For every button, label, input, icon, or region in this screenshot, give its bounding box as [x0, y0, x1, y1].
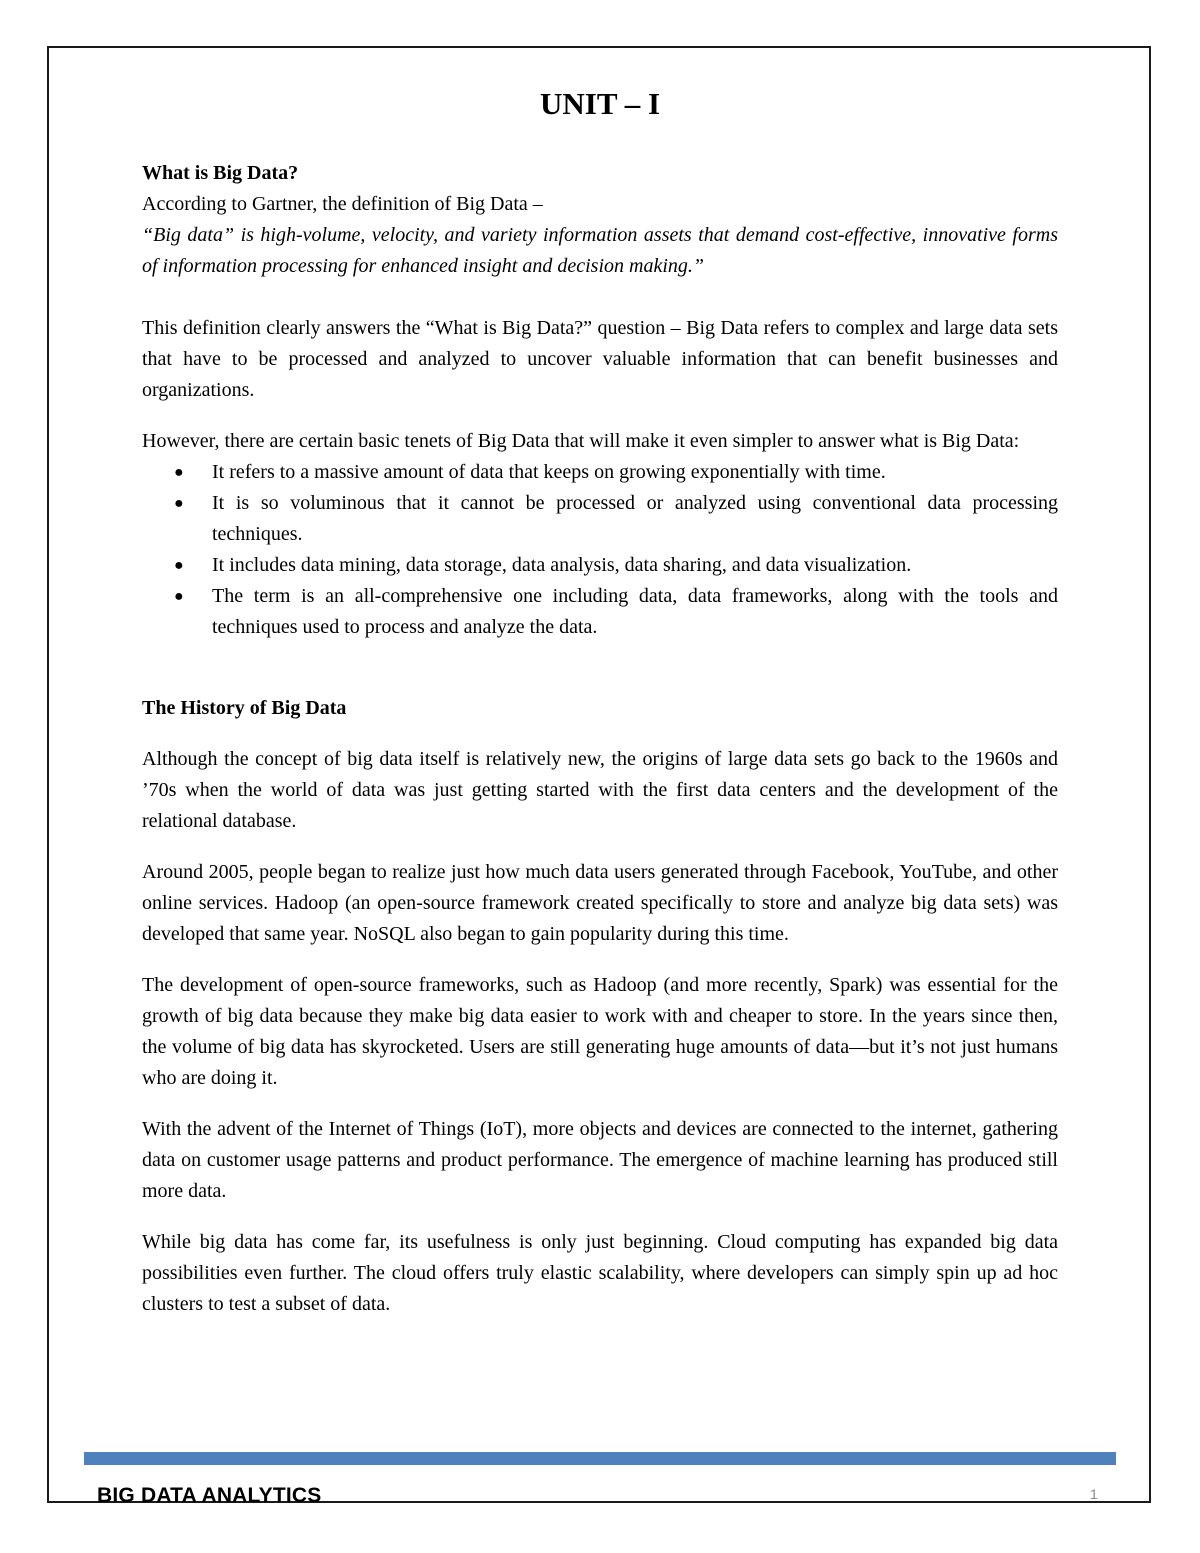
bullet-icon: ● [174, 464, 184, 481]
list-item-text: It refers to a massive amount of data that keeps on growing exponentially with time. [212, 461, 886, 483]
gartner-intro: According to Gartner, the definition of Big Data – [142, 193, 543, 215]
list-item-text: The term is an all-comprehensive one including data, data frameworks, along with the tools and techniques used to process and analyze the data. [212, 585, 1058, 638]
footer-bar [84, 1452, 1116, 1465]
footer-title: BIG DATA ANALYTICS [97, 1484, 322, 1507]
list-item-text: It includes data mining, data storage, data analysis, data sharing, and data visualization. [212, 554, 912, 576]
definition-paragraph: This definition clearly answers the “What is Big Data?” question – Big Data refers to complex and large data sets that have to be processed and analyzed to uncover valuable information that can benefit businesses and organizations. [142, 317, 1058, 401]
history-paragraph: With the advent of the Internet of Things (IoT), more objects and devices are connected to the internet, gathering data on customer usage patterns and product performance. The emergence of machine learning has produced still more data. [142, 1118, 1058, 1202]
document-body [142, 80, 1058, 1320]
history-paragraph: Although the concept of big data itself is relatively new, the origins of large data sets go back to the 1960s and ’70s when the world of data was just getting started with the first data centers and the development of the relational database. [142, 748, 1058, 832]
history-paragraph: Around 2005, people began to realize just how much data users generated through Facebook, YouTube, and other online services. Hadoop (an open-source framework created specifically to store and analyze big data sets) was developed that same year. NoSQL also began to gain popularity during this time. [142, 861, 1058, 945]
list-item [174, 581, 1058, 643]
tenets-intro-paragraph: However, there are certain basic tenets of Big Data that will make it even simpler to answer what is Big Data: [142, 430, 1020, 452]
section-heading-history: The History of Big Data [142, 697, 347, 719]
section-heading-what-is-big-data: What is Big Data? [142, 162, 299, 184]
list-item [174, 550, 1058, 581]
bullet-icon: ● [174, 588, 184, 605]
gartner-definition-quote: “Big data” is high-volume, velocity, and variety information assets that demand cost-effective, innovative forms of information processing for enhanced insight and decision making.” [142, 224, 1058, 277]
history-paragraph: The development of open-source frameworks, such as Hadoop (and more recently, Spark) was essential for the growth of big data because they make big data easier to work with and cheaper to store. In the years since then, the volume of big data has skyrocketed. Users are still generating huge amounts of data—but it’s not just humans who are doing it. [142, 974, 1058, 1089]
bullet-icon: ● [174, 557, 184, 574]
bullet-icon: ● [174, 495, 184, 512]
history-paragraph: While big data has come far, its usefulness is only just beginning. Cloud computing has expanded big data possibilities even further. The cloud offers truly elastic scalability, where developers can simply spin up ad hoc clusters to test a subset of data. [142, 1231, 1058, 1315]
unit-title: UNIT – I [539, 86, 661, 121]
list-item [174, 457, 1058, 488]
list-item-text: It is so voluminous that it cannot be processed or analyzed using conventional data processing techniques. [212, 492, 1058, 545]
tenets-list [142, 457, 1058, 643]
page-number: 1 [1090, 1486, 1098, 1502]
list-item [174, 488, 1058, 550]
